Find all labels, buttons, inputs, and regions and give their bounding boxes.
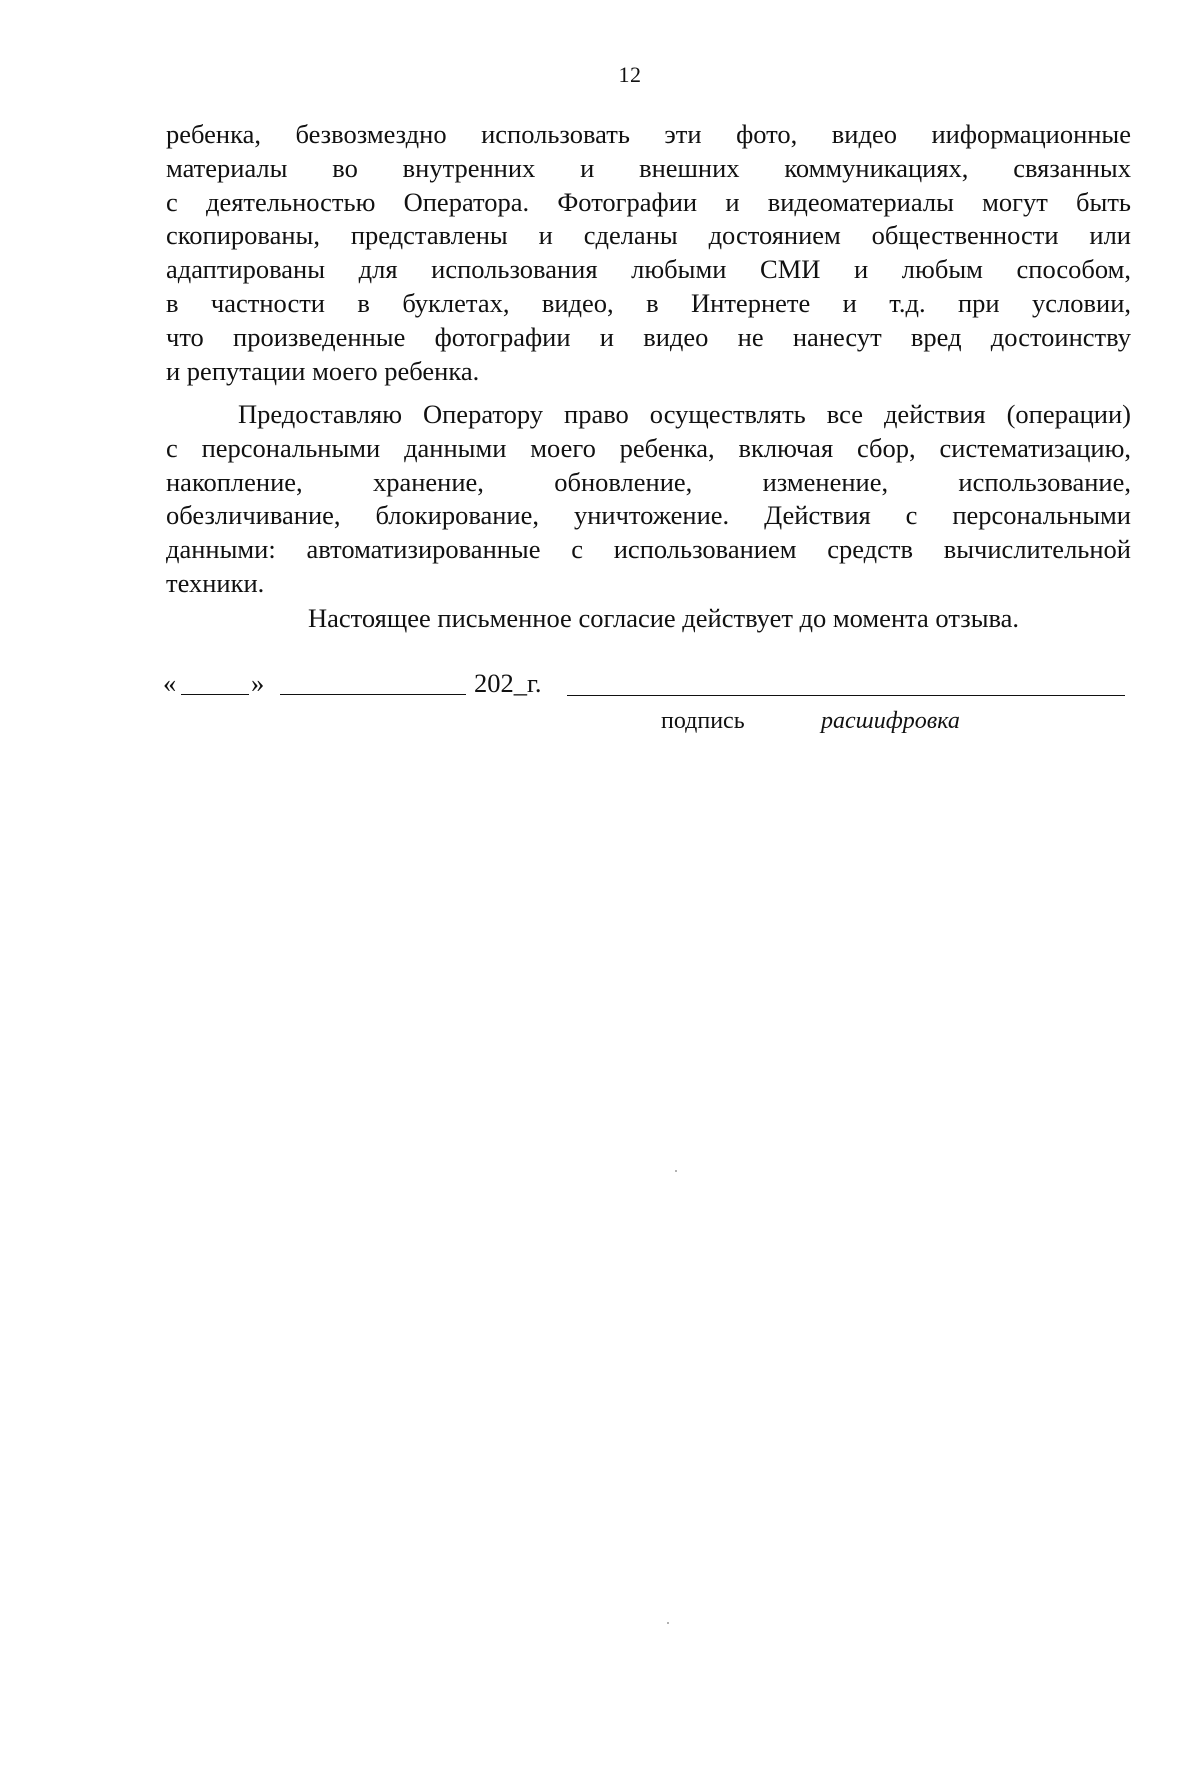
quote-open: « [163,668,177,698]
signature-label: подпись [661,708,745,734]
text-line: данными: автоматизированные с использованием средств вычислительной [166,534,1131,565]
text-line: и репутации моего ребенка. [166,355,480,386]
month-blank-line[interactable] [280,694,466,695]
page-number: 12 [618,62,642,87]
scan-speck [667,1622,669,1624]
text-line: что произведенные фотографии и видео не нанесут вред достоинству [166,321,1131,352]
paragraph-personal-data [166,398,1131,601]
text-line: с деятельностью Оператора. Фотографии и видеоматериалы могут быть [166,186,1131,217]
text-line: ребенка, безвозмездно использовать эти фото, видео ииформационные [166,119,1131,149]
quote-close: » [251,668,265,698]
text-line: адаптированы для использования любыми СМИ и любым способом, [166,254,1131,285]
text-line: скопированы, представлены и сделаны достоянием общественности или [166,220,1131,251]
year-text: 202_г. [474,668,542,698]
text-line: техники. [166,567,265,598]
text-line: Предоставляю Оператору право осуществлять все действия (операции) [238,399,1131,429]
decoding-label: расшифровка [821,708,960,734]
text-line: в частности в буклетах, видео, в Интернете и т.д. при условии, [166,287,1131,318]
signature-blank-line[interactable] [567,695,1125,696]
paragraph-consent-media [166,118,1131,388]
scan-speck [675,1170,677,1172]
text-line: с персональными данными моего ребенка, включая сбор, систематизацию, [166,432,1131,463]
day-blank-line[interactable] [181,694,249,695]
text-line: обезличивание, блокирование, уничтожение. Действия с персональными [166,500,1131,531]
text-line: накопление, хранение, обновление, изменение, использование, [166,466,1131,497]
text-line: материалы во внутренних и внешних коммуникациях, связанных [166,152,1131,183]
paragraph-validity: Настоящее письменное согласие действует до момента отзыва. [308,603,1020,633]
